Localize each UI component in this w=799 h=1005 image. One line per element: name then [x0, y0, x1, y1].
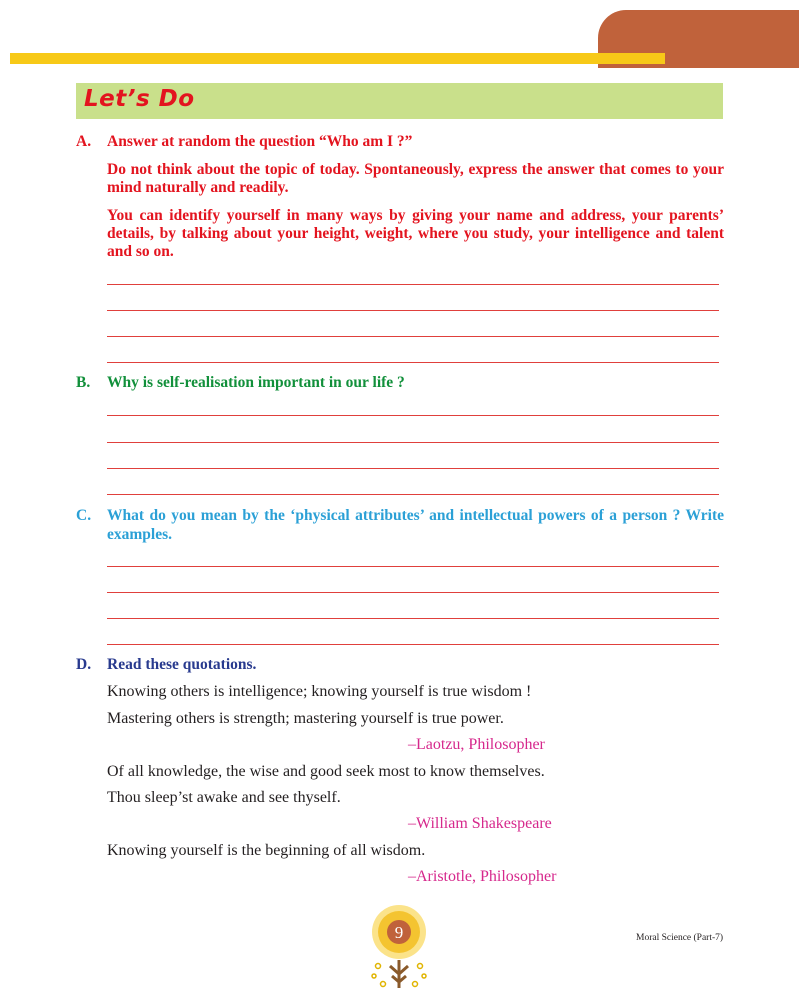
question-b — [76, 373, 724, 392]
quotation-line: Thou sleep’st awake and see thyself. — [107, 789, 341, 806]
question-letter: A. — [76, 133, 92, 150]
instruction-paragraph: You can identify yourself in many ways by giving your name and address, your parents’ details, by talking about your height, weight, where you study, your intelligence and talent and so on. — [107, 207, 724, 260]
page-title: Let’s Do — [84, 86, 195, 112]
section-b — [76, 373, 724, 392]
answer-line[interactable] — [107, 494, 719, 495]
section-c — [76, 506, 724, 544]
question-text: What do you mean by the ‘physical attributes’ and intellectual powers of a person ? Write examples. — [107, 507, 724, 543]
answer-line[interactable] — [107, 618, 719, 619]
section-a — [76, 132, 724, 261]
answer-line[interactable] — [107, 644, 719, 645]
answer-line[interactable] — [107, 415, 719, 416]
answer-line[interactable] — [107, 362, 719, 363]
tree-icon — [368, 902, 430, 1000]
section-d — [76, 655, 724, 674]
question-letter: D. — [76, 656, 92, 673]
question-text: Read these quotations. — [107, 656, 257, 673]
quotation-line: Knowing others is intelligence; knowing yourself is true wisdom ! — [107, 683, 532, 700]
answer-line[interactable] — [107, 442, 719, 443]
quotation-author: –William Shakespeare — [408, 815, 552, 832]
question-letter: C. — [76, 507, 92, 524]
page-number-badge — [368, 902, 430, 1000]
question-text: Why is self-realisation important in our life ? — [107, 374, 405, 391]
section-banner — [76, 83, 723, 119]
quotation-line: Mastering others is strength; mastering yourself is true power. — [107, 710, 504, 727]
page-number: 9 — [394, 923, 404, 942]
quotation-author: –Laotzu, Philosopher — [408, 736, 545, 753]
answer-line[interactable] — [107, 592, 719, 593]
question-a — [76, 132, 724, 151]
question-letter: B. — [76, 374, 91, 391]
book-title: Moral Science (Part-7) — [636, 933, 724, 943]
question-text: Answer at random the question “Who am I ?” — [107, 133, 413, 150]
answer-line[interactable] — [107, 284, 719, 285]
quotation-line: Of all knowledge, the wise and good seek most to know themselves. — [107, 763, 545, 780]
answer-line[interactable] — [107, 468, 719, 469]
question-c — [76, 506, 724, 544]
answer-line[interactable] — [107, 310, 719, 311]
quotation-author: –Aristotle, Philosopher — [408, 868, 557, 885]
instruction-paragraph: Do not think about the topic of today. Spontaneously, express the answer that comes to your mind naturally and readily. — [107, 161, 724, 196]
top-stripe — [10, 53, 665, 64]
answer-line[interactable] — [107, 336, 719, 337]
question-d — [76, 655, 724, 674]
quotation-line: Knowing yourself is the beginning of all wisdom. — [107, 842, 426, 859]
answer-line[interactable] — [107, 566, 719, 567]
